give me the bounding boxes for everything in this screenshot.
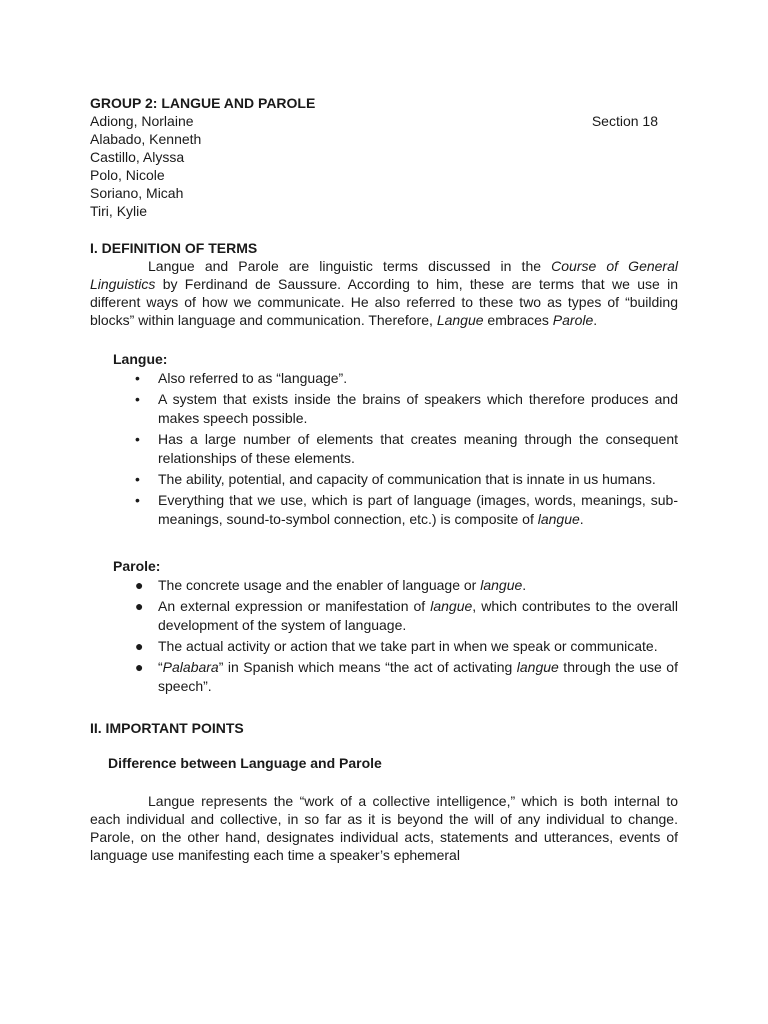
difference-paragraph: Langue represents the “work of a collective intelligence,” which is both internal to each individual and collective, in so far as it is beyond the will of any individual to change. Parole, on the other hand, designates individual acts, statements and utterances, events of language use manifesting each time a speaker’s ephemeral [90,793,678,863]
member-name: Soriano, Micah [90,185,184,201]
text-run: , which contributes to the overall development of the system of language. [158,598,678,633]
text-run: embraces [483,312,553,328]
member-name: Adiong, Norlaine [90,113,194,129]
text-run: . [522,577,527,593]
italic-text: langue [516,659,559,675]
text-run: Langue and Parole are linguistic terms discussed in the [148,258,552,274]
list-item [135,491,678,529]
text-run: “ [158,659,163,675]
list-item-text: Everything that we use, which is part of language (images, words, meanings, sub-meanings, sound-to-symbol connection, etc.) is composite of [158,492,678,527]
list-item [135,637,678,656]
bullet-icon: ● [135,598,144,614]
bullet-icon: • [135,492,140,508]
member-name: Polo, Nicole [90,167,165,183]
langue-list [90,369,678,529]
text-run: ” in Spanish which means “the act of activating [218,659,517,675]
important-points-heading: II. IMPORTANT POINTS [90,720,244,736]
member-name: Tiri, Kylie [90,203,148,219]
list-item-text: A system that exists inside the brains of speakers which therefore produces and makes speech possible. [158,391,678,426]
document-title: GROUP 2: LANGUE AND PAROLE [90,95,316,111]
list-item-text: Has a large number of elements that creates meaning through the consequent relationships of these elements. [158,431,678,466]
italic-text: Langue [436,312,484,328]
definition-paragraph [90,257,678,329]
difference-subheading: Difference between Language and Parole [108,755,382,771]
list-item [135,369,678,388]
list-item [135,576,678,595]
member-name: Alabado, Kenneth [90,131,202,147]
member-name: Castillo, Alyssa [90,149,185,165]
text-run: . [593,312,598,328]
section-label: Section 18 [591,113,658,129]
langue-heading: Langue: [113,351,168,367]
document-content [90,94,678,864]
list-item [135,597,678,635]
definition-heading: I. DEFINITION OF TERMS [90,240,258,256]
text-run: . [579,511,584,527]
bullet-icon: • [135,391,140,407]
italic-text: langue [537,511,580,527]
list-item-text: The concrete usage and the enabler of language or [158,577,481,593]
bullet-icon: • [135,471,140,487]
list-item-text: The ability, potential, and capacity of communication that is innate in us humans. [158,471,656,487]
italic-text: langue [480,577,523,593]
bullet-icon: ● [135,638,144,654]
list-item-text: Also referred to as “language”. [158,370,348,386]
parole-heading: Parole: [113,558,161,574]
parole-list [90,576,678,696]
bullet-icon: • [135,370,140,386]
italic-text: Palabara [162,659,219,675]
list-item [135,658,678,696]
italic-text: langue [430,598,473,614]
list-item-text: An external expression or manifestation of [158,598,431,614]
italic-text: Parole [552,312,594,328]
bullet-icon: • [135,431,140,447]
text-run: through the use of speech”. [158,659,678,694]
list-item [135,390,678,428]
text-run: by Ferdinand de Saussure. According to him, these are terms that we use in different ways of how we communicate. He also referred to these two as types of “building blocks” within language and communication. Therefore, [90,276,678,328]
italic-text: Course of General Linguistics [90,258,678,292]
bullet-icon: ● [135,577,144,593]
bullet-icon: ● [135,659,144,675]
members-row [90,112,678,220]
member-list [90,112,201,220]
list-item-text: The actual activity or action that we take part in when we speak or communicate. [158,638,658,654]
list-item [135,470,678,489]
list-item [135,430,678,468]
